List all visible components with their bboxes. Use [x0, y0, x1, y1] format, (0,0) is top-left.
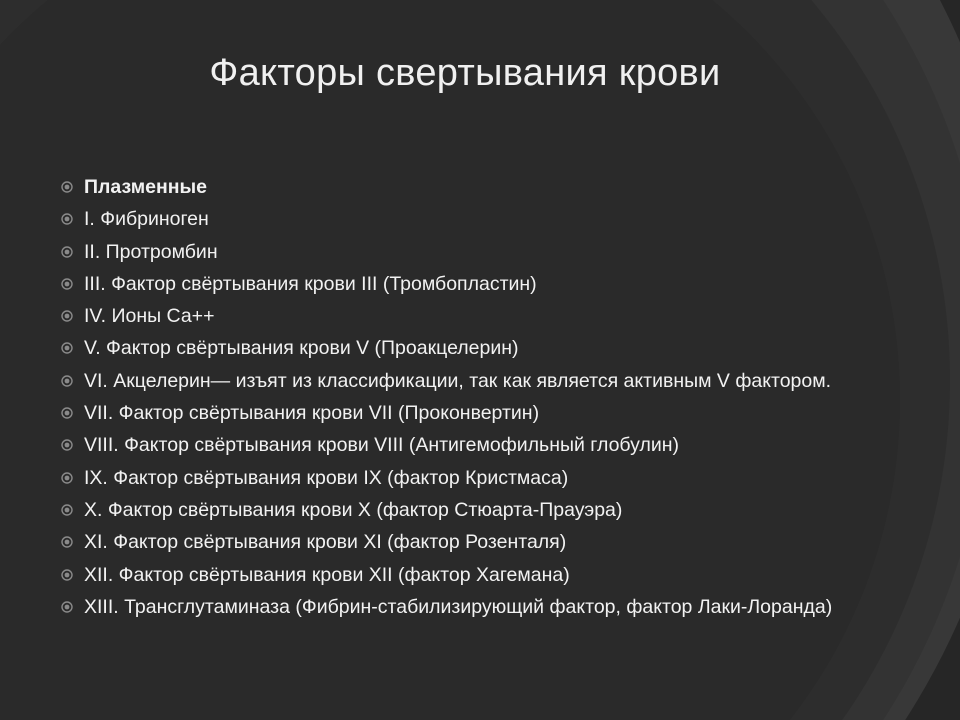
list-item — [60, 562, 900, 588]
ring-bullet-icon — [61, 278, 73, 290]
list-item — [60, 497, 900, 523]
list-item — [60, 368, 900, 394]
list-item-text: Плазменные — [84, 176, 208, 198]
ring-bullet-icon — [61, 439, 73, 451]
ring-bullet-icon — [61, 342, 73, 354]
list-item-text: IX. Фактор свёртывания крови IX (фактор Кристмаса) — [84, 466, 569, 489]
list-item — [60, 239, 900, 265]
list-item-text: IV. Ионы Са++ — [84, 305, 215, 328]
list-item-text: X. Фактор свёртывания крови X (фактор Стюарта-Прауэра) — [84, 498, 623, 521]
list-item — [60, 465, 900, 491]
list-item — [60, 335, 900, 361]
list-item-text: VII. Фактор свёртывания крови VII (Проконвертин) — [84, 402, 540, 425]
page-title: Факторы свертывания крови — [209, 52, 721, 94]
ring-bullet-icon — [61, 181, 73, 193]
ring-bullet-icon — [61, 407, 73, 419]
list-item-text: XIII. Трансглутаминаза (Фибрин-стабилизирующий фактор, фактор Лаки-Лоранда) — [84, 595, 833, 618]
list-item-text: II. Протромбин — [84, 240, 218, 263]
list-item-text: XI. Фактор свёртывания крови XI (фактор Розенталя) — [84, 531, 567, 554]
list-item-text: VI. Акцелерин— изъят из классификации, так как является активным V фактором. — [84, 369, 832, 392]
ring-bullet-icon — [61, 601, 73, 613]
list-item — [60, 400, 900, 426]
list-item-text: VIII. Фактор свёртывания крови VIII (Антигемофильный глобулин) — [84, 434, 680, 457]
ring-bullet-icon — [61, 310, 73, 322]
list-item — [60, 271, 900, 297]
list-item-text: V. Фактор свёртывания крови V (Проакцелерин) — [84, 337, 519, 360]
list-item-text: III. Фактор свёртывания крови III (Тромбопластин) — [84, 272, 537, 295]
ring-bullet-icon — [61, 375, 73, 387]
list-item-text: I. Фибриноген — [84, 208, 209, 231]
list-item — [60, 432, 900, 458]
ring-bullet-icon — [61, 472, 73, 484]
ring-bullet-icon — [61, 246, 73, 258]
ring-bullet-icon — [61, 504, 73, 516]
ring-bullet-icon — [61, 536, 73, 548]
list-item — [60, 594, 900, 620]
list-item — [60, 529, 900, 555]
ring-bullet-icon — [61, 213, 73, 225]
list-item-text: XII. Фактор свёртывания крови XII (фактор Хагемана) — [84, 563, 570, 586]
ring-bullet-icon — [61, 569, 73, 581]
list-heading — [60, 174, 900, 200]
list-item — [60, 303, 900, 329]
factor-list — [60, 174, 900, 626]
list-item — [60, 206, 900, 232]
